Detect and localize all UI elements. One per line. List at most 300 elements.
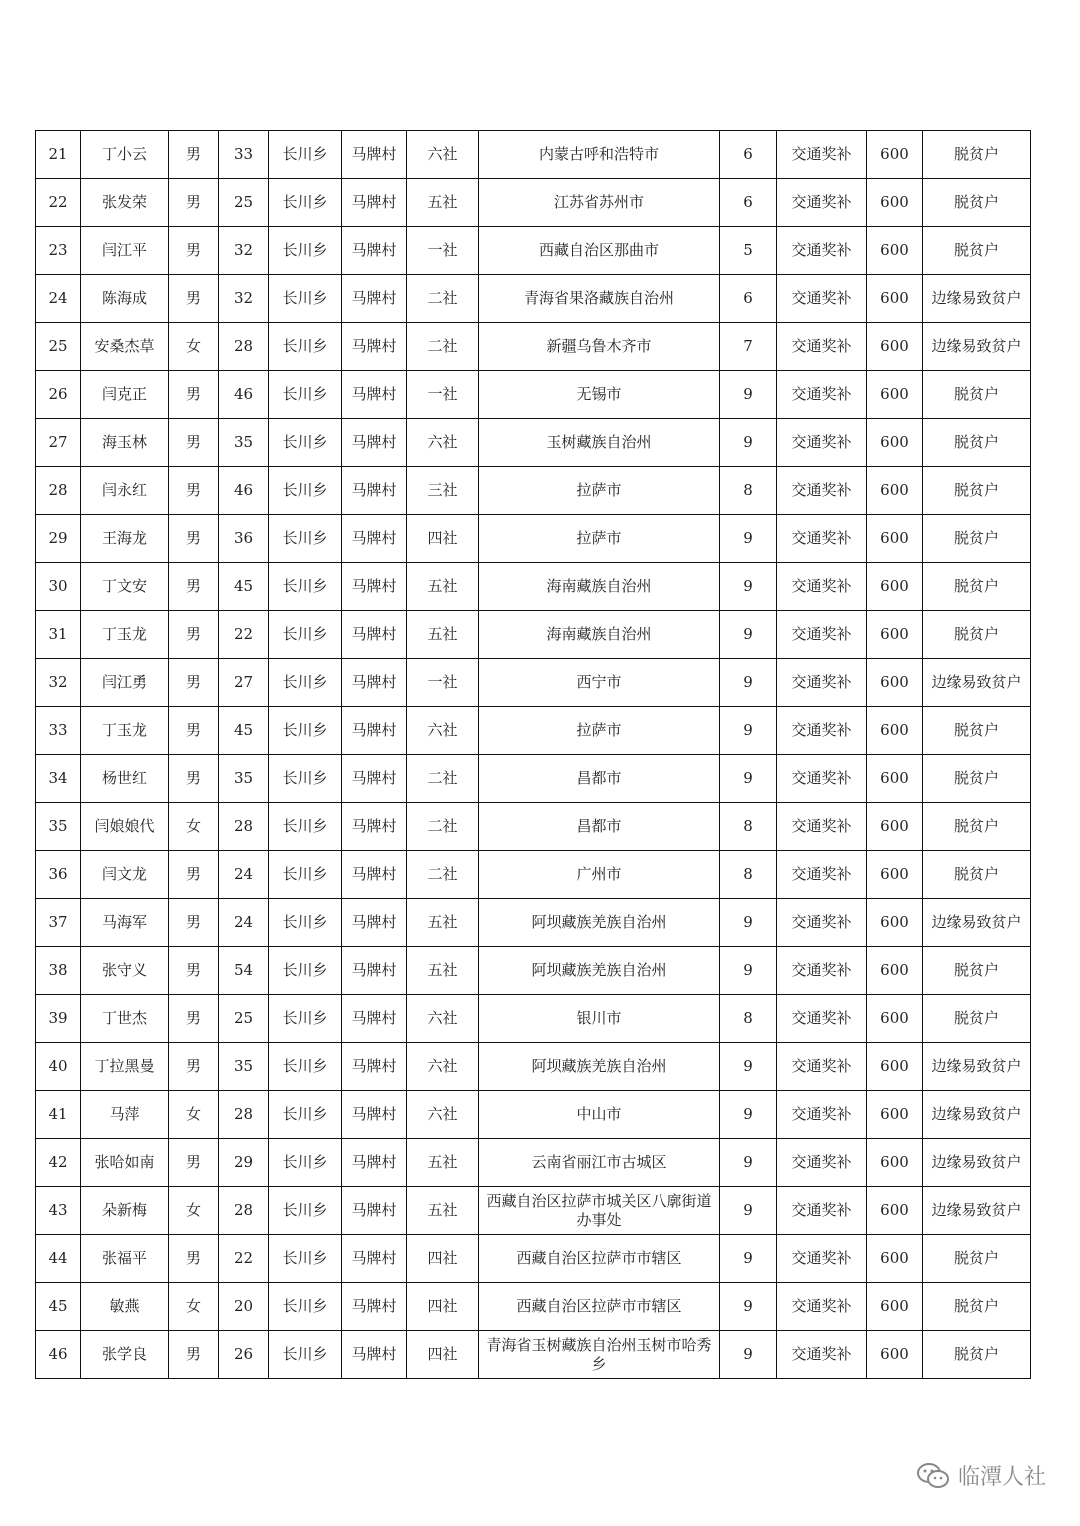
cell-row-number: 28	[36, 467, 81, 515]
table-row	[36, 995, 1031, 1043]
cell-gender: 男	[169, 899, 219, 947]
cell-subsidy-type: 交通奖补	[777, 707, 867, 755]
cell-township: 长川乡	[269, 467, 342, 515]
cell-township: 长川乡	[269, 659, 342, 707]
cell-amount: 600	[867, 899, 923, 947]
cell-row-number: 21	[36, 131, 81, 179]
cell-name: 海玉林	[81, 419, 169, 467]
cell-township: 长川乡	[269, 1187, 342, 1235]
cell-months: 9	[720, 1235, 777, 1283]
cell-township: 长川乡	[269, 563, 342, 611]
cell-village: 马牌村	[342, 1043, 407, 1091]
cell-row-number: 30	[36, 563, 81, 611]
cell-village: 马牌村	[342, 1283, 407, 1331]
cell-age: 22	[219, 1235, 269, 1283]
cell-row-number: 35	[36, 803, 81, 851]
cell-subsidy-type: 交通奖补	[777, 1187, 867, 1235]
cell-work-location: 海南藏族自治州	[479, 611, 720, 659]
cell-work-location: 云南省丽江市古城区	[479, 1139, 720, 1187]
cell-name: 朵新梅	[81, 1187, 169, 1235]
cell-months: 7	[720, 323, 777, 371]
cell-household-type: 脱贫户	[923, 131, 1031, 179]
cell-gender: 男	[169, 1139, 219, 1187]
cell-township: 长川乡	[269, 947, 342, 995]
cell-township: 长川乡	[269, 755, 342, 803]
cell-age: 28	[219, 323, 269, 371]
cell-township: 长川乡	[269, 803, 342, 851]
cell-subsidy-type: 交通奖补	[777, 947, 867, 995]
cell-row-number: 41	[36, 1091, 81, 1139]
cell-gender: 男	[169, 275, 219, 323]
cell-amount: 600	[867, 323, 923, 371]
cell-age: 32	[219, 227, 269, 275]
cell-gender: 男	[169, 851, 219, 899]
cell-row-number: 38	[36, 947, 81, 995]
cell-name: 张福平	[81, 1235, 169, 1283]
cell-age: 20	[219, 1283, 269, 1331]
table-row	[36, 563, 1031, 611]
cell-row-number: 32	[36, 659, 81, 707]
cell-gender: 女	[169, 323, 219, 371]
table-row	[36, 707, 1031, 755]
cell-village: 马牌村	[342, 1139, 407, 1187]
cell-gender: 男	[169, 1331, 219, 1379]
cell-township: 长川乡	[269, 851, 342, 899]
cell-row-number: 45	[36, 1283, 81, 1331]
cell-amount: 600	[867, 1235, 923, 1283]
cell-age: 25	[219, 179, 269, 227]
table-row	[36, 371, 1031, 419]
cell-work-location: 广州市	[479, 851, 720, 899]
cell-name: 闫文龙	[81, 851, 169, 899]
cell-village: 马牌村	[342, 1187, 407, 1235]
cell-months: 9	[720, 947, 777, 995]
cell-township: 长川乡	[269, 179, 342, 227]
cell-subsidy-type: 交通奖补	[777, 1235, 867, 1283]
cell-age: 24	[219, 899, 269, 947]
cell-village: 马牌村	[342, 179, 407, 227]
cell-age: 28	[219, 803, 269, 851]
cell-amount: 600	[867, 179, 923, 227]
cell-group: 二社	[407, 803, 479, 851]
cell-group: 五社	[407, 947, 479, 995]
cell-village: 马牌村	[342, 707, 407, 755]
cell-amount: 600	[867, 371, 923, 419]
cell-township: 长川乡	[269, 1091, 342, 1139]
cell-row-number: 29	[36, 515, 81, 563]
cell-months: 6	[720, 275, 777, 323]
cell-township: 长川乡	[269, 1283, 342, 1331]
cell-row-number: 22	[36, 179, 81, 227]
cell-subsidy-type: 交通奖补	[777, 1331, 867, 1379]
cell-group: 五社	[407, 611, 479, 659]
table-row	[36, 1043, 1031, 1091]
cell-row-number: 26	[36, 371, 81, 419]
cell-work-location: 西藏自治区拉萨市市辖区	[479, 1283, 720, 1331]
cell-amount: 600	[867, 1331, 923, 1379]
cell-township: 长川乡	[269, 323, 342, 371]
cell-group: 四社	[407, 1283, 479, 1331]
cell-age: 35	[219, 755, 269, 803]
cell-household-type: 边缘易致贫户	[923, 275, 1031, 323]
cell-name: 丁拉黑曼	[81, 1043, 169, 1091]
cell-name: 丁文安	[81, 563, 169, 611]
cell-months: 9	[720, 1091, 777, 1139]
cell-subsidy-type: 交通奖补	[777, 851, 867, 899]
cell-months: 9	[720, 563, 777, 611]
wechat-icon	[916, 1462, 950, 1490]
cell-amount: 600	[867, 659, 923, 707]
cell-household-type: 边缘易致贫户	[923, 1091, 1031, 1139]
table-row	[36, 1331, 1031, 1379]
table-row	[36, 467, 1031, 515]
cell-township: 长川乡	[269, 371, 342, 419]
cell-household-type: 脱贫户	[923, 1331, 1031, 1379]
cell-months: 9	[720, 1187, 777, 1235]
cell-household-type: 脱贫户	[923, 611, 1031, 659]
cell-work-location: 拉萨市	[479, 707, 720, 755]
cell-village: 马牌村	[342, 371, 407, 419]
cell-subsidy-type: 交通奖补	[777, 275, 867, 323]
cell-months: 9	[720, 707, 777, 755]
cell-work-location: 西宁市	[479, 659, 720, 707]
table-row	[36, 755, 1031, 803]
cell-name: 陈海成	[81, 275, 169, 323]
cell-work-location: 青海省玉树藏族自治州玉树市哈秀乡	[479, 1331, 720, 1379]
cell-group: 五社	[407, 179, 479, 227]
cell-name: 丁玉龙	[81, 707, 169, 755]
cell-gender: 男	[169, 947, 219, 995]
cell-group: 一社	[407, 659, 479, 707]
cell-work-location: 昌都市	[479, 755, 720, 803]
cell-village: 马牌村	[342, 659, 407, 707]
cell-age: 29	[219, 1139, 269, 1187]
cell-gender: 男	[169, 611, 219, 659]
table-row	[36, 899, 1031, 947]
cell-township: 长川乡	[269, 515, 342, 563]
table-row	[36, 179, 1031, 227]
cell-amount: 600	[867, 1283, 923, 1331]
cell-months: 6	[720, 179, 777, 227]
cell-group: 四社	[407, 1331, 479, 1379]
cell-household-type: 脱贫户	[923, 1283, 1031, 1331]
cell-household-type: 脱贫户	[923, 227, 1031, 275]
cell-gender: 男	[169, 371, 219, 419]
cell-township: 长川乡	[269, 1043, 342, 1091]
table-row	[36, 323, 1031, 371]
cell-row-number: 36	[36, 851, 81, 899]
cell-months: 8	[720, 467, 777, 515]
cell-village: 马牌村	[342, 611, 407, 659]
cell-amount: 600	[867, 803, 923, 851]
watermark	[916, 1460, 1046, 1491]
cell-subsidy-type: 交通奖补	[777, 803, 867, 851]
cell-row-number: 31	[36, 611, 81, 659]
cell-row-number: 37	[36, 899, 81, 947]
cell-household-type: 脱贫户	[923, 371, 1031, 419]
cell-township: 长川乡	[269, 131, 342, 179]
cell-subsidy-type: 交通奖补	[777, 371, 867, 419]
cell-household-type: 脱贫户	[923, 179, 1031, 227]
cell-name: 丁小云	[81, 131, 169, 179]
cell-work-location: 西藏自治区那曲市	[479, 227, 720, 275]
cell-subsidy-type: 交通奖补	[777, 899, 867, 947]
cell-age: 33	[219, 131, 269, 179]
cell-row-number: 27	[36, 419, 81, 467]
cell-gender: 女	[169, 1091, 219, 1139]
cell-subsidy-type: 交通奖补	[777, 179, 867, 227]
table-row	[36, 1235, 1031, 1283]
cell-household-type: 脱贫户	[923, 419, 1031, 467]
cell-row-number: 33	[36, 707, 81, 755]
cell-village: 马牌村	[342, 803, 407, 851]
cell-household-type: 脱贫户	[923, 467, 1031, 515]
cell-township: 长川乡	[269, 995, 342, 1043]
cell-work-location: 昌都市	[479, 803, 720, 851]
cell-row-number: 24	[36, 275, 81, 323]
cell-age: 24	[219, 851, 269, 899]
cell-name: 张发荣	[81, 179, 169, 227]
cell-months: 9	[720, 1283, 777, 1331]
cell-work-location: 拉萨市	[479, 515, 720, 563]
table-row	[36, 659, 1031, 707]
cell-village: 马牌村	[342, 995, 407, 1043]
cell-household-type: 脱贫户	[923, 707, 1031, 755]
cell-subsidy-type: 交通奖补	[777, 227, 867, 275]
cell-subsidy-type: 交通奖补	[777, 1091, 867, 1139]
cell-work-location: 无锡市	[479, 371, 720, 419]
cell-village: 马牌村	[342, 275, 407, 323]
cell-subsidy-type: 交通奖补	[777, 1283, 867, 1331]
cell-months: 9	[720, 755, 777, 803]
cell-gender: 男	[169, 563, 219, 611]
cell-name: 安桑杰草	[81, 323, 169, 371]
cell-village: 马牌村	[342, 1235, 407, 1283]
cell-age: 27	[219, 659, 269, 707]
cell-village: 马牌村	[342, 947, 407, 995]
cell-household-type: 脱贫户	[923, 851, 1031, 899]
cell-village: 马牌村	[342, 851, 407, 899]
cell-group: 六社	[407, 1091, 479, 1139]
cell-months: 9	[720, 371, 777, 419]
cell-months: 9	[720, 1043, 777, 1091]
cell-household-type: 脱贫户	[923, 755, 1031, 803]
cell-group: 四社	[407, 1235, 479, 1283]
cell-village: 马牌村	[342, 419, 407, 467]
cell-gender: 男	[169, 131, 219, 179]
cell-name: 闫江平	[81, 227, 169, 275]
watermark-text: 临潭人社	[957, 1465, 1046, 1490]
cell-name: 闫娘娘代	[81, 803, 169, 851]
cell-gender: 男	[169, 515, 219, 563]
cell-amount: 600	[867, 419, 923, 467]
cell-group: 四社	[407, 515, 479, 563]
cell-subsidy-type: 交通奖补	[777, 131, 867, 179]
table-row	[36, 227, 1031, 275]
cell-name: 张守义	[81, 947, 169, 995]
cell-work-location: 西藏自治区拉萨市城关区八廓街道办事处	[479, 1187, 720, 1235]
cell-group: 五社	[407, 1187, 479, 1235]
cell-amount: 600	[867, 995, 923, 1043]
cell-amount: 600	[867, 1187, 923, 1235]
cell-gender: 男	[169, 467, 219, 515]
table-body	[36, 131, 1031, 1379]
cell-work-location: 阿坝藏族羌族自治州	[479, 947, 720, 995]
cell-row-number: 40	[36, 1043, 81, 1091]
cell-gender: 男	[169, 179, 219, 227]
cell-row-number: 39	[36, 995, 81, 1043]
cell-work-location: 中山市	[479, 1091, 720, 1139]
cell-months: 9	[720, 515, 777, 563]
cell-household-type: 脱贫户	[923, 563, 1031, 611]
cell-household-type: 边缘易致贫户	[923, 899, 1031, 947]
cell-name: 张哈如南	[81, 1139, 169, 1187]
cell-gender: 女	[169, 1283, 219, 1331]
cell-work-location: 新疆乌鲁木齐市	[479, 323, 720, 371]
cell-gender: 女	[169, 1187, 219, 1235]
cell-months: 9	[720, 659, 777, 707]
cell-group: 六社	[407, 131, 479, 179]
cell-amount: 600	[867, 947, 923, 995]
cell-amount: 600	[867, 1043, 923, 1091]
cell-amount: 600	[867, 227, 923, 275]
cell-village: 马牌村	[342, 323, 407, 371]
cell-work-location: 内蒙古呼和浩特市	[479, 131, 720, 179]
cell-work-location: 拉萨市	[479, 467, 720, 515]
cell-group: 六社	[407, 995, 479, 1043]
cell-group: 二社	[407, 755, 479, 803]
cell-group: 一社	[407, 371, 479, 419]
cell-row-number: 34	[36, 755, 81, 803]
cell-township: 长川乡	[269, 419, 342, 467]
cell-subsidy-type: 交通奖补	[777, 563, 867, 611]
table-row	[36, 1139, 1031, 1187]
beneficiary-table	[35, 130, 1031, 1379]
cell-months: 5	[720, 227, 777, 275]
cell-amount: 600	[867, 611, 923, 659]
table-row	[36, 1283, 1031, 1331]
cell-months: 9	[720, 899, 777, 947]
cell-township: 长川乡	[269, 1235, 342, 1283]
cell-row-number: 23	[36, 227, 81, 275]
cell-name: 马萍	[81, 1091, 169, 1139]
cell-name: 闫克正	[81, 371, 169, 419]
cell-gender: 男	[169, 707, 219, 755]
cell-group: 六社	[407, 1043, 479, 1091]
cell-village: 马牌村	[342, 131, 407, 179]
cell-township: 长川乡	[269, 611, 342, 659]
cell-subsidy-type: 交通奖补	[777, 515, 867, 563]
cell-subsidy-type: 交通奖补	[777, 1139, 867, 1187]
cell-age: 35	[219, 419, 269, 467]
table-row	[36, 515, 1031, 563]
cell-months: 9	[720, 611, 777, 659]
cell-village: 马牌村	[342, 467, 407, 515]
cell-township: 长川乡	[269, 1331, 342, 1379]
cell-township: 长川乡	[269, 275, 342, 323]
cell-village: 马牌村	[342, 755, 407, 803]
cell-subsidy-type: 交通奖补	[777, 659, 867, 707]
cell-months: 8	[720, 851, 777, 899]
cell-village: 马牌村	[342, 1331, 407, 1379]
cell-work-location: 阿坝藏族羌族自治州	[479, 1043, 720, 1091]
cell-amount: 600	[867, 1091, 923, 1139]
table-row	[36, 131, 1031, 179]
cell-township: 长川乡	[269, 227, 342, 275]
table-row	[36, 275, 1031, 323]
cell-village: 马牌村	[342, 515, 407, 563]
cell-age: 36	[219, 515, 269, 563]
cell-subsidy-type: 交通奖补	[777, 1043, 867, 1091]
cell-township: 长川乡	[269, 899, 342, 947]
cell-subsidy-type: 交通奖补	[777, 323, 867, 371]
cell-amount: 600	[867, 851, 923, 899]
cell-work-location: 青海省果洛藏族自治州	[479, 275, 720, 323]
cell-amount: 600	[867, 707, 923, 755]
cell-row-number: 44	[36, 1235, 81, 1283]
cell-group: 二社	[407, 323, 479, 371]
cell-months: 9	[720, 1331, 777, 1379]
cell-name: 杨世红	[81, 755, 169, 803]
cell-age: 35	[219, 1043, 269, 1091]
cell-household-type: 边缘易致贫户	[923, 659, 1031, 707]
cell-name: 马海军	[81, 899, 169, 947]
cell-amount: 600	[867, 467, 923, 515]
cell-work-location: 海南藏族自治州	[479, 563, 720, 611]
cell-work-location: 江苏省苏州市	[479, 179, 720, 227]
cell-household-type: 脱贫户	[923, 1235, 1031, 1283]
table-row	[36, 851, 1031, 899]
cell-group: 三社	[407, 467, 479, 515]
cell-months: 9	[720, 1139, 777, 1187]
cell-gender: 男	[169, 755, 219, 803]
table-row	[36, 419, 1031, 467]
table-row	[36, 947, 1031, 995]
cell-village: 马牌村	[342, 1091, 407, 1139]
cell-name: 张学良	[81, 1331, 169, 1379]
cell-group: 二社	[407, 851, 479, 899]
cell-months: 6	[720, 131, 777, 179]
cell-amount: 600	[867, 1139, 923, 1187]
cell-work-location: 玉树藏族自治州	[479, 419, 720, 467]
cell-group: 一社	[407, 227, 479, 275]
table-row	[36, 803, 1031, 851]
cell-work-location: 银川市	[479, 995, 720, 1043]
cell-village: 马牌村	[342, 899, 407, 947]
cell-subsidy-type: 交通奖补	[777, 755, 867, 803]
cell-amount: 600	[867, 563, 923, 611]
cell-household-type: 脱贫户	[923, 803, 1031, 851]
cell-gender: 男	[169, 1043, 219, 1091]
table-row	[36, 1187, 1031, 1235]
cell-age: 28	[219, 1187, 269, 1235]
cell-name: 丁世杰	[81, 995, 169, 1043]
cell-months: 9	[720, 419, 777, 467]
cell-row-number: 42	[36, 1139, 81, 1187]
cell-household-type: 脱贫户	[923, 947, 1031, 995]
cell-subsidy-type: 交通奖补	[777, 467, 867, 515]
cell-age: 25	[219, 995, 269, 1043]
cell-household-type: 边缘易致贫户	[923, 1139, 1031, 1187]
cell-row-number: 25	[36, 323, 81, 371]
cell-age: 46	[219, 371, 269, 419]
cell-group: 六社	[407, 707, 479, 755]
cell-months: 8	[720, 995, 777, 1043]
cell-age: 54	[219, 947, 269, 995]
table-row	[36, 611, 1031, 659]
cell-work-location: 西藏自治区拉萨市市辖区	[479, 1235, 720, 1283]
cell-gender: 女	[169, 803, 219, 851]
